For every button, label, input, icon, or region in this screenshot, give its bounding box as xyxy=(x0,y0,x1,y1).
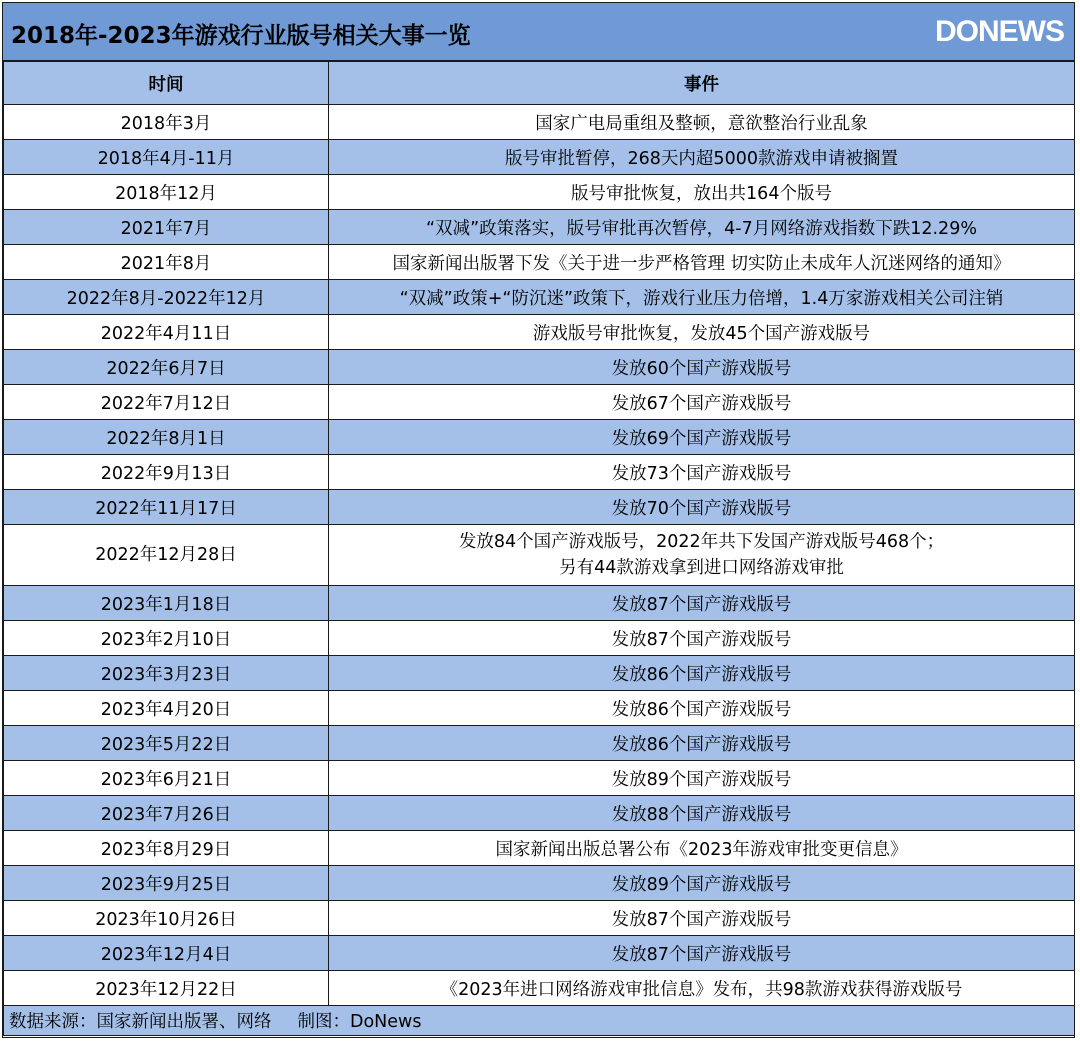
event-cell: 发放88个国产游戏版号 xyxy=(329,796,1075,831)
event-cell xyxy=(329,525,1075,586)
time-cell: 2022年8月1日 xyxy=(4,420,329,455)
data-source-text: 数据来源：国家新闻出版署、网络 xyxy=(9,1012,272,1032)
event-cell: 发放87个国产游戏版号 xyxy=(329,586,1075,621)
event-cell: 游戏版号审批恢复，发放45个国产游戏版号 xyxy=(329,315,1075,350)
time-cell: 2023年2月10日 xyxy=(4,621,329,656)
table-row xyxy=(4,586,1075,621)
page-title: 2018年-2023年游戏行业版号相关大事一览 xyxy=(11,23,471,49)
time-cell: 2022年9月13日 xyxy=(4,455,329,490)
table-row xyxy=(4,350,1075,385)
event-cell: 发放69个国产游戏版号 xyxy=(329,420,1075,455)
table-row xyxy=(4,245,1075,280)
time-cell: 2023年1月18日 xyxy=(4,586,329,621)
event-cell: 发放87个国产游戏版号 xyxy=(329,621,1075,656)
event-cell: 国家新闻出版总署公布《2023年游戏审批变更信息》 xyxy=(329,831,1075,866)
event-cell: 国家新闻出版署下发《关于进一步严格管理 切实防止未成年人沉迷网络的通知》 xyxy=(329,245,1075,280)
table-row xyxy=(4,420,1075,455)
table-row xyxy=(4,656,1075,691)
event-line: 另有44款游戏拿到进口网络游戏审批 xyxy=(559,558,844,578)
time-cell: 2022年6月7日 xyxy=(4,350,329,385)
table-row xyxy=(4,936,1075,971)
event-cell: 发放73个国产游戏版号 xyxy=(329,455,1075,490)
time-cell: 2023年7月26日 xyxy=(4,796,329,831)
event-cell: 发放86个国产游戏版号 xyxy=(329,656,1075,691)
time-cell: 2023年4月20日 xyxy=(4,691,329,726)
time-cell: 2022年12月28日 xyxy=(4,525,329,586)
time-cell: 2018年3月 xyxy=(4,105,329,140)
time-cell: 2023年8月29日 xyxy=(4,831,329,866)
table-row xyxy=(4,866,1075,901)
time-cell: 2018年12月 xyxy=(4,175,329,210)
title-bar xyxy=(3,3,1074,61)
table-row xyxy=(4,726,1075,761)
event-cell: 发放86个国产游戏版号 xyxy=(329,726,1075,761)
event-cell: 发放60个国产游戏版号 xyxy=(329,350,1075,385)
event-cell: 发放70个国产游戏版号 xyxy=(329,490,1075,525)
time-cell: 2023年9月25日 xyxy=(4,866,329,901)
time-cell: 2022年4月11日 xyxy=(4,315,329,350)
events-table xyxy=(3,61,1075,1036)
event-cell: 发放67个国产游戏版号 xyxy=(329,385,1075,420)
footer-row xyxy=(4,1006,1075,1036)
event-cell: 发放87个国产游戏版号 xyxy=(329,901,1075,936)
donews-logo: DONEWS xyxy=(935,15,1064,48)
time-cell: 2022年7月12日 xyxy=(4,385,329,420)
header-event: 事件 xyxy=(329,62,1075,105)
table-row xyxy=(4,105,1075,140)
table-row xyxy=(4,280,1075,315)
header-row xyxy=(4,62,1075,105)
time-cell: 2022年8月-2022年12月 xyxy=(4,280,329,315)
event-cell: 《2023年进口网络游戏审批信息》发布，共98款游戏获得游戏版号 xyxy=(329,971,1075,1006)
time-cell: 2023年5月22日 xyxy=(4,726,329,761)
header-time: 时间 xyxy=(4,62,329,105)
table-row xyxy=(4,691,1075,726)
table-row xyxy=(4,175,1075,210)
table-row xyxy=(4,455,1075,490)
event-cell: 发放87个国产游戏版号 xyxy=(329,936,1075,971)
event-line: 发放84个国产游戏版号，2022年共下发国产游戏版号468个； xyxy=(458,532,945,552)
time-cell: 2023年6月21日 xyxy=(4,761,329,796)
time-cell: 2023年12月4日 xyxy=(4,936,329,971)
table-row xyxy=(4,971,1075,1006)
time-cell: 2023年10月26日 xyxy=(4,901,329,936)
event-cell: “双减”政策落实，版号审批再次暂停，4-7月网络游戏指数下跌12.29% xyxy=(329,210,1075,245)
table-row xyxy=(4,796,1075,831)
table-row xyxy=(4,831,1075,866)
table-row xyxy=(4,621,1075,656)
event-cell: 发放89个国产游戏版号 xyxy=(329,866,1075,901)
table-row xyxy=(4,901,1075,936)
table-row xyxy=(4,525,1075,586)
time-cell: 2021年7月 xyxy=(4,210,329,245)
table-row xyxy=(4,315,1075,350)
event-cell: 版号审批暂停，268天内超5000款游戏申请被搁置 xyxy=(329,140,1075,175)
table-row xyxy=(4,385,1075,420)
event-cell: 版号审批恢复，放出共164个版号 xyxy=(329,175,1075,210)
event-cell: 发放89个国产游戏版号 xyxy=(329,761,1075,796)
footer-cell xyxy=(4,1006,1075,1036)
table-row xyxy=(4,761,1075,796)
event-cell: “双减”政策+“防沉迷”政策下，游戏行业压力倍增，1.4万家游戏相关公司注销 xyxy=(329,280,1075,315)
event-cell: 发放86个国产游戏版号 xyxy=(329,691,1075,726)
table-frame xyxy=(2,2,1075,1038)
event-cell: 国家广电局重组及整顿，意欲整治行业乱象 xyxy=(329,105,1075,140)
time-cell: 2022年11月17日 xyxy=(4,490,329,525)
chart-credit-text: 制图：DoNews xyxy=(297,1012,422,1032)
time-cell: 2018年4月-11月 xyxy=(4,140,329,175)
time-cell: 2023年3月23日 xyxy=(4,656,329,691)
table-row xyxy=(4,490,1075,525)
time-cell: 2023年12月22日 xyxy=(4,971,329,1006)
time-cell: 2021年8月 xyxy=(4,245,329,280)
table-row xyxy=(4,210,1075,245)
table-row xyxy=(4,140,1075,175)
